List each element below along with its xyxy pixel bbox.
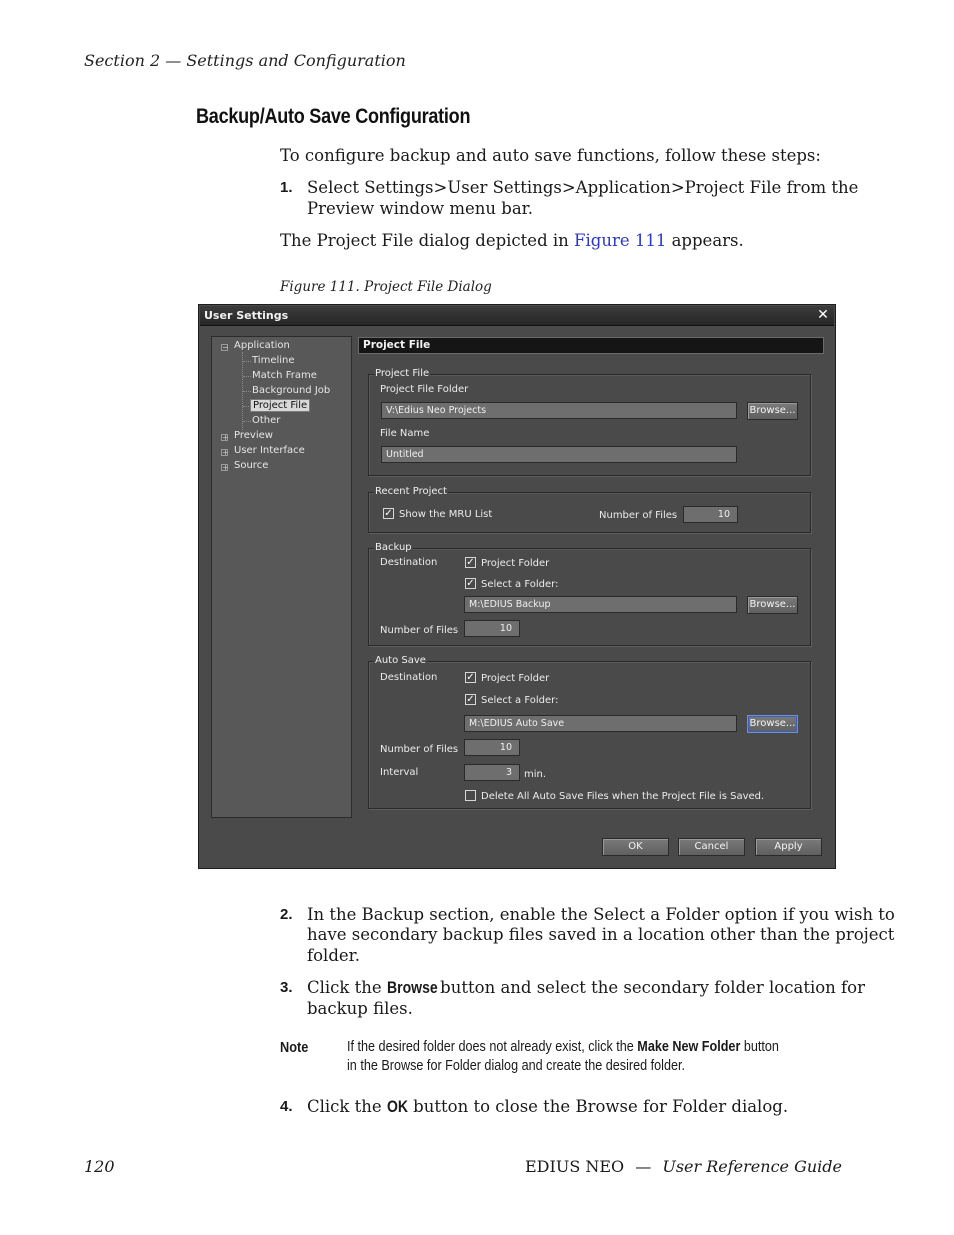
figure-caption: Figure 111. Project File Dialog bbox=[280, 279, 492, 295]
product-name: EDIUS NEO bbox=[525, 1157, 625, 1176]
note-text-part: button bbox=[740, 1039, 779, 1055]
show-mru-label: Show the MRU List bbox=[399, 509, 493, 520]
tree-item-source[interactable]: Source bbox=[234, 460, 269, 471]
auto-save-group bbox=[368, 655, 811, 809]
browse-term: Browse bbox=[386, 979, 438, 997]
step-text: Click the bbox=[307, 978, 387, 997]
tree-item-timeline[interactable]: Timeline bbox=[252, 355, 295, 366]
file-name-label: File Name bbox=[380, 428, 430, 439]
autosave-select-folder-checkbox[interactable]: ✓ bbox=[466, 694, 475, 705]
interval-unit-label: min. bbox=[524, 769, 547, 780]
autosave-number-of-files-input[interactable]: 10 bbox=[464, 739, 520, 756]
tree-line bbox=[243, 361, 251, 362]
ok-button[interactable]: OK bbox=[602, 838, 669, 856]
project-folder-label: Project File Folder bbox=[380, 384, 469, 395]
step-2-line-1: In the Backup section, enable the Select a Folder option if you wish to bbox=[307, 905, 895, 924]
autosave-number-of-files-label: Number of Files bbox=[380, 744, 459, 755]
tree-line bbox=[243, 391, 251, 392]
autosave-select-folder-label: Select a Folder: bbox=[481, 695, 559, 706]
panel-title: Project File bbox=[358, 337, 824, 354]
tree-item-application[interactable]: Application bbox=[234, 340, 290, 351]
close-icon[interactable]: ✕ bbox=[817, 307, 829, 323]
reference-text: The Project File dialog depicted in bbox=[280, 231, 575, 250]
backup-project-folder-checkbox[interactable]: ✓ bbox=[466, 557, 475, 568]
autosave-project-folder-label: Project Folder bbox=[481, 673, 550, 684]
dialog-titlebar[interactable] bbox=[200, 306, 834, 326]
step-text: button to close the Browse for Folder dialog. bbox=[407, 1097, 789, 1116]
autosave-destination-label: Destination bbox=[380, 672, 438, 683]
step-2-line-3: folder. bbox=[307, 946, 360, 965]
backup-number-of-files-label: Number of Files bbox=[380, 625, 459, 636]
make-new-folder-term: Make New Folder bbox=[637, 1039, 741, 1055]
project-folder-browse-button[interactable]: Browse... bbox=[747, 402, 798, 420]
note-line-2: in the Browse for Folder dialog and create the desired folder. bbox=[347, 1058, 686, 1074]
step-1-line-2: Preview window menu bar. bbox=[307, 199, 534, 218]
recent-project-group bbox=[368, 486, 811, 533]
expand-icon[interactable]: + bbox=[222, 433, 229, 442]
footer-guide-title bbox=[525, 1157, 842, 1176]
delete-autosave-label: Delete All Auto Save Files when the Project File is Saved. bbox=[481, 791, 765, 802]
backup-folder-input[interactable]: M:\EDIUS Backup bbox=[464, 596, 737, 613]
guide-name: User Reference Guide bbox=[662, 1157, 842, 1176]
settings-tree bbox=[211, 336, 352, 818]
step-number: 4. bbox=[280, 1098, 293, 1115]
group-label: Auto Save bbox=[375, 655, 426, 666]
running-head: Section 2 — Settings and Configuration bbox=[84, 51, 406, 70]
step-3-line-1 bbox=[307, 977, 865, 999]
tree-item-match-frame[interactable]: Match Frame bbox=[252, 370, 317, 381]
user-settings-dialog bbox=[198, 304, 836, 869]
backup-select-folder-checkbox[interactable]: ✓ bbox=[466, 578, 475, 589]
autosave-interval-label: Interval bbox=[380, 767, 419, 778]
footer-separator: — bbox=[635, 1157, 652, 1176]
backup-destination-label: Destination bbox=[380, 557, 438, 568]
group-label: Backup bbox=[375, 542, 412, 553]
collapse-icon[interactable]: − bbox=[222, 343, 229, 352]
backup-number-of-files-input[interactable]: 10 bbox=[464, 620, 520, 637]
note-text bbox=[347, 1038, 799, 1076]
cancel-button[interactable]: Cancel bbox=[678, 838, 745, 856]
page-number: 120 bbox=[84, 1157, 115, 1176]
project-folder-input[interactable]: V:\Edius Neo Projects bbox=[381, 402, 737, 419]
figure-reference-paragraph bbox=[280, 230, 744, 251]
project-file-group bbox=[368, 368, 811, 476]
step-number: 3. bbox=[280, 979, 293, 996]
step-text: button and select the secondary folder location for bbox=[434, 978, 865, 997]
step-number: 2. bbox=[280, 906, 293, 923]
autosave-folder-input[interactable]: M:\EDIUS Auto Save bbox=[464, 715, 737, 732]
tree-item-project-file[interactable]: Project File bbox=[250, 399, 310, 412]
recent-number-of-files-input[interactable]: 10 bbox=[683, 506, 738, 523]
file-name-input[interactable]: Untitled bbox=[381, 446, 737, 463]
tree-line bbox=[243, 421, 251, 422]
tree-item-other[interactable]: Other bbox=[252, 415, 281, 426]
delete-autosave-checkbox[interactable] bbox=[465, 790, 476, 801]
autosave-project-folder-checkbox[interactable]: ✓ bbox=[466, 672, 475, 683]
tree-item-background-job[interactable]: Background Job bbox=[252, 385, 331, 396]
autosave-interval-input[interactable]: 3 bbox=[464, 764, 520, 781]
step-text: Click the bbox=[307, 1097, 387, 1116]
step-1-line-1: Select Settings>User Settings>Application>Project File from the bbox=[307, 178, 859, 197]
tree-line bbox=[243, 376, 251, 377]
note-label: Note bbox=[280, 1039, 309, 1056]
show-mru-checkbox[interactable]: ✓ bbox=[384, 508, 393, 519]
backup-browse-button[interactable]: Browse... bbox=[747, 596, 798, 614]
recent-number-of-files-label: Number of Files bbox=[599, 510, 678, 521]
ok-term: OK bbox=[386, 1098, 408, 1116]
backup-select-folder-label: Select a Folder: bbox=[481, 579, 559, 590]
step-number: 1. bbox=[280, 179, 293, 196]
step-2-line-2: have secondary backup files saved in a location other than the project bbox=[307, 925, 895, 944]
backup-group bbox=[368, 542, 811, 646]
expand-icon[interactable]: + bbox=[222, 463, 229, 472]
group-label: Project File bbox=[375, 368, 430, 379]
reference-text: appears. bbox=[666, 231, 744, 250]
intro-paragraph: To configure backup and auto save functions, follow these steps: bbox=[280, 146, 821, 165]
step-3-line-2: backup files. bbox=[307, 999, 413, 1018]
backup-project-folder-label: Project Folder bbox=[481, 558, 550, 569]
apply-button[interactable]: Apply bbox=[755, 838, 822, 856]
autosave-browse-button[interactable]: Browse... bbox=[747, 715, 798, 733]
group-label: Recent Project bbox=[375, 486, 447, 497]
dialog-title: User Settings bbox=[204, 309, 289, 322]
expand-icon[interactable]: + bbox=[222, 448, 229, 457]
figure-link[interactable]: Figure 111 bbox=[574, 231, 667, 250]
note-text-part: If the desired folder does not already exist, click the bbox=[347, 1039, 638, 1055]
tree-item-user-interface[interactable]: User Interface bbox=[234, 445, 305, 456]
tree-item-preview[interactable]: Preview bbox=[234, 430, 273, 441]
section-title: Backup/Auto Save Configuration bbox=[196, 105, 471, 128]
step-4-line bbox=[307, 1096, 788, 1118]
